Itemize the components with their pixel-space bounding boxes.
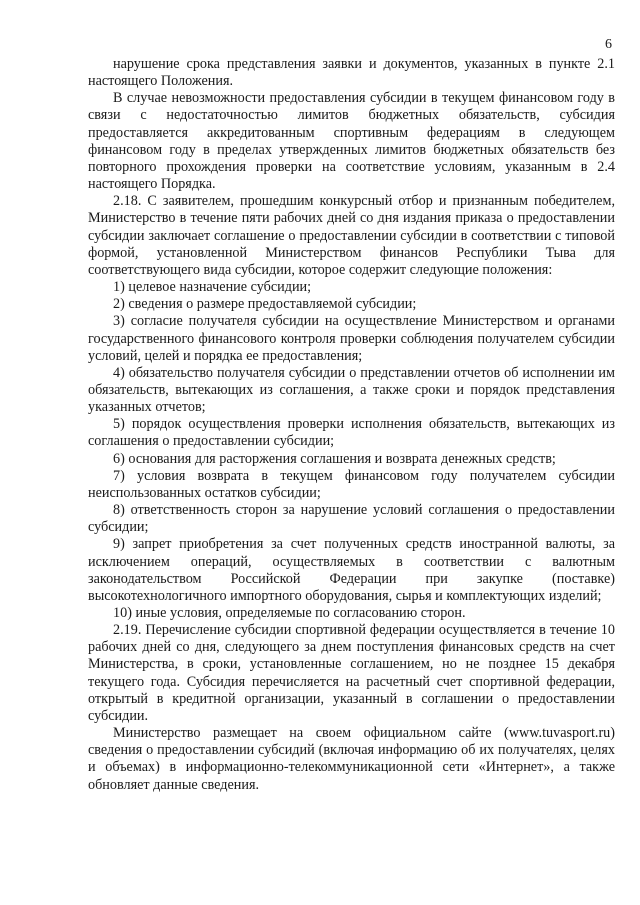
paragraph-budget-limits: В случае невозможности предоставления субсидии в текущем финансовом году в связи с недостаточностью лимитов бюджетных обязательств, субсидия предоставляется аккредитованным спортивным федерациям в следующем финансовом году в пределах утвержденных лимитов бюджетных обязательств без повторного прохождения проверки на соответствие условиям, указанным в 2.4 настоящего Порядка. xyxy=(88,90,615,193)
list-item-4: 4) обязательство получателя субсидии о представлении отчетов об исполнении им обязательств, вытекающих из соглашения, а также сроки и порядок представления указанных отчетов; xyxy=(88,364,615,416)
list-item-10: 10) иные условия, определяемые по согласованию сторон. xyxy=(113,605,466,621)
paragraph-continuation: нарушение срока представления заявки и документов, указанных в пункте 2.1 настоящего Положения. xyxy=(88,56,615,90)
list-item-9: 9) запрет приобретения за счет полученных средств иностранной валюты, за исключением операций, осуществляемых в соответствии с валютным законодательством Российской Федерации при закупке (поставке) высокотехнологичного импортного оборудования, сырья и комплектующих изделий; xyxy=(88,536,615,604)
list-item-8: 8) ответственность сторон за нарушение условий соглашения о предоставлении субсидии; xyxy=(88,502,615,536)
list-item-2: 2) сведения о размере предоставляемой субсидии; xyxy=(113,296,417,313)
paragraph-website: Министерство размещает на своем официальном сайте (www.tuvasport.ru) сведения о предоставлении субсидий (включая информацию об их получателях, целях и объемах) в информационно-телекоммуникационной сети «Интернет», а также обновляет данные сведения. xyxy=(88,725,615,793)
paragraph-2-18: 2.18. С заявителем, прошедшим конкурсный отбор и признанным победителем, Министерство в течение пяти рабочих дней со дня издания приказа о предоставлении субсидии заключает соглашение о предоставлении субсидии в соответствии с типовой формой, установленной Министерством финансов Республики Тыва для соответствующего вида субсидии, которое содержит следующие положения: xyxy=(88,193,615,278)
document-body xyxy=(88,56,615,794)
list-item-3: 3) согласие получателя субсидии на осуществление Министерством и органами государственного финансового контроля проверки соблюдения получателем субсидии условий, целей и порядка ее предоставления; xyxy=(88,313,615,364)
list-item-6: 6) основания для расторжения соглашения и возврата денежных средств; xyxy=(113,450,556,467)
list-item-1: 1) целевое назначение субсидии; xyxy=(113,279,312,296)
list-item-5: 5) порядок осуществления проверки исполнения обязательств, вытекающих из соглашения о предоставлении субсидии; xyxy=(88,416,615,450)
list-item-7: 7) условия возврата в текущем финансовом году получателем субсидии неиспользованных остатков субсидии; xyxy=(88,467,615,501)
paragraph-2-19: 2.19. Перечисление субсидии спортивной федерации осуществляется в течение 10 рабочих дней со дня, следующего за днем поступления финансовых средств на счет Министерства, в сроки, установленные соглашением, но не позднее 15 декабря текущего года. Субсидия перечисляется на расчетный счет спортивной федерации, открытый в кредитной организации, указанный в соглашении о предоставлении субсидии. xyxy=(88,622,615,724)
page-number: 6 xyxy=(605,37,612,52)
